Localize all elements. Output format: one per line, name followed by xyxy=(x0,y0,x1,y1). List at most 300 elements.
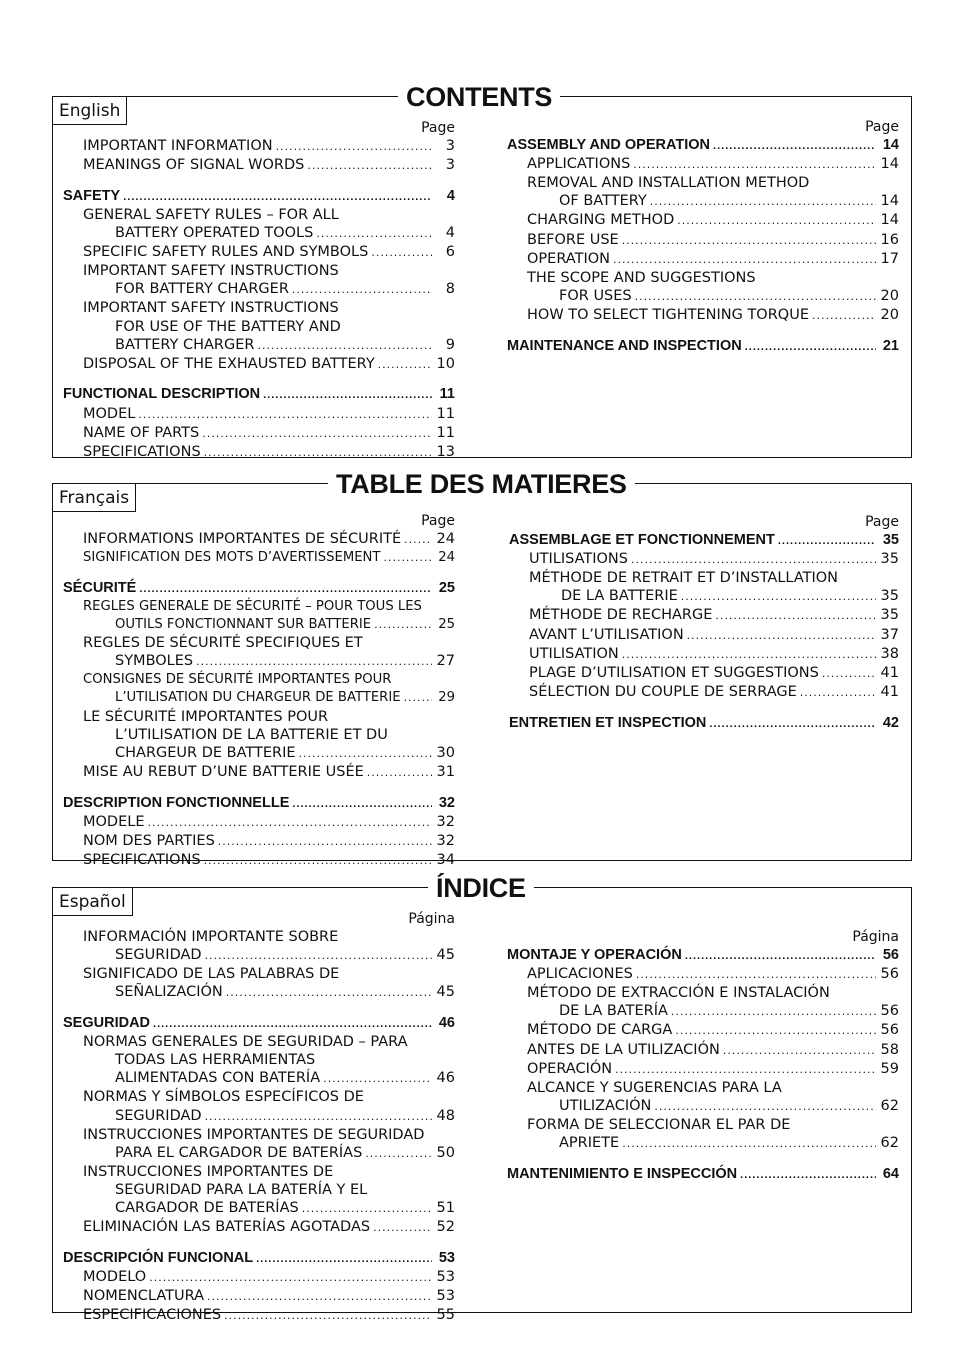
dot-leader xyxy=(218,833,432,851)
toc-entry-page-number: 55 xyxy=(436,1307,455,1324)
toc-entry-label: UTILISATION xyxy=(529,645,619,662)
toc-entry-page-number: 32 xyxy=(436,813,455,830)
toc-entry xyxy=(507,287,899,306)
dot-leader xyxy=(196,653,432,671)
toc-entry-page-number: 3 xyxy=(445,157,455,174)
toc-heading-entry xyxy=(507,136,899,155)
toc-entry-page-number: 25 xyxy=(438,617,455,633)
toc-entry-label: SÉCURITÉ xyxy=(63,579,137,596)
dot-leader xyxy=(383,549,432,567)
toc-entry-label: MODELE xyxy=(83,813,145,830)
group-spacer xyxy=(63,782,455,794)
group-spacer xyxy=(507,1153,899,1165)
dot-leader xyxy=(622,646,876,664)
toc-entry xyxy=(507,155,899,174)
toc-entry-page-number: 59 xyxy=(880,1060,899,1077)
dot-leader xyxy=(404,531,432,549)
toc-entry-label: ESPECIFICACIONES xyxy=(83,1307,222,1324)
toc-entry xyxy=(63,726,455,744)
toc-entry-label: INFORMACIÓN IMPORTANTE SOBRE xyxy=(83,929,339,946)
toc-entry-page-number: 11 xyxy=(439,386,455,403)
toc-entry-label: TODAS LAS HERRAMIENTAS xyxy=(115,1052,316,1069)
dot-leader xyxy=(822,665,876,683)
toc-entry xyxy=(507,1116,899,1134)
dot-leader xyxy=(635,288,876,306)
toc-entry-page-number: 50 xyxy=(436,1144,455,1161)
toc-left-column xyxy=(63,119,455,462)
toc-left-column xyxy=(63,512,455,870)
dot-leader xyxy=(687,627,876,645)
toc-entry-page-number: 53 xyxy=(436,1268,455,1285)
toc-entry xyxy=(63,1144,455,1163)
group-spacer xyxy=(507,325,899,337)
dot-leader xyxy=(204,852,432,870)
toc-entry-page-number: 11 xyxy=(436,405,455,422)
toc-heading-entry xyxy=(63,1249,455,1268)
toc-entry-label: INSTRUCCIONES IMPORTANTES DE SEGURIDAD xyxy=(83,1126,425,1143)
toc-entry-label: OUTILS FONCTIONNANT SUR BATTERIE xyxy=(115,617,372,633)
dot-leader xyxy=(675,1022,876,1040)
toc-entry-label: L’UTILISATION DE LA BATTERIE ET DU xyxy=(115,726,388,743)
title-rule-right xyxy=(635,483,912,484)
dot-leader xyxy=(740,1166,876,1184)
toc-entry xyxy=(507,1002,899,1021)
dot-leader xyxy=(374,616,432,634)
toc-heading-entry xyxy=(507,337,899,356)
toc-entry xyxy=(63,156,455,175)
toc-entry-label: BATTERY OPERATED TOOLS xyxy=(115,225,314,242)
toc-entry xyxy=(63,965,455,983)
toc-entry-page-number: 35 xyxy=(882,532,899,549)
toc-right-column xyxy=(507,928,899,1184)
dot-leader xyxy=(153,1015,432,1033)
toc-entry-page-number: 32 xyxy=(436,832,455,849)
toc-heading-entry xyxy=(63,1014,455,1033)
dot-leader xyxy=(650,193,876,211)
toc-entry-page-number: 31 xyxy=(436,763,455,780)
toc-entry-page-number: 38 xyxy=(880,645,899,662)
dot-leader xyxy=(685,947,876,965)
toc-entry xyxy=(63,813,455,832)
toc-entry-page-number: 37 xyxy=(880,626,899,643)
dot-leader xyxy=(622,1135,876,1153)
dot-leader xyxy=(205,947,432,965)
toc-entry xyxy=(63,832,455,851)
toc-entry xyxy=(509,606,899,625)
toc-entry-page-number: 35 xyxy=(880,588,899,605)
dot-leader xyxy=(631,551,876,569)
toc-entry-page-number: 11 xyxy=(436,424,455,441)
toc-entry-label: DESCRIPCIÓN FUNCIONAL xyxy=(63,1249,254,1266)
toc-entry-label: OF BATTERY xyxy=(559,193,647,210)
toc-entry-label: MÉTHODE DE RETRAIT ET D’INSTALLATION xyxy=(529,570,839,587)
toc-entry xyxy=(63,549,455,567)
dot-leader xyxy=(276,138,432,156)
toc-entry xyxy=(509,587,899,606)
title-rule-right xyxy=(560,96,912,97)
dot-leader xyxy=(224,1307,432,1325)
toc-entry-label: FOR BATTERY CHARGER xyxy=(115,281,289,298)
toc-entry-label: IMPORTANT SAFETY INSTRUCTIONS xyxy=(83,300,339,317)
toc-entry-label: DE LA BATTERIE xyxy=(561,588,678,605)
group-spacer xyxy=(63,567,455,579)
toc-entry-label: LE SÉCURITÉ IMPORTANTES POUR xyxy=(83,708,329,725)
toc-entry-label: ALIMENTADAS CON BATERÍA xyxy=(115,1070,321,1087)
toc-entry xyxy=(63,243,455,262)
toc-entry xyxy=(63,443,455,462)
toc-entry-label: SÉLECTION DU COUPLE DE SERRAGE xyxy=(529,683,797,700)
toc-entry-label: MEANINGS OF SIGNAL WORDS xyxy=(83,157,305,174)
toc-entry-label: MODEL xyxy=(83,405,136,422)
contents-section-english xyxy=(52,96,912,458)
toc-entry-page-number: 56 xyxy=(880,966,899,983)
toc-entry xyxy=(63,206,455,224)
toc-entry xyxy=(507,211,899,230)
toc-entry xyxy=(63,299,455,317)
dot-leader xyxy=(148,814,433,832)
toc-entry-label: MÉTHODE DE RECHARGE xyxy=(529,607,713,624)
language-label: Français xyxy=(53,484,136,512)
toc-entry-label: REMOVAL AND INSTALLATION METHOD xyxy=(527,175,810,192)
dot-leader xyxy=(205,1108,432,1126)
dot-leader xyxy=(307,157,432,175)
toc-entry-page-number: 10 xyxy=(436,355,455,372)
toc-entry xyxy=(509,626,899,645)
toc-entry xyxy=(63,652,455,671)
toc-entry-page-number: 52 xyxy=(436,1219,455,1236)
toc-entry xyxy=(507,984,899,1002)
toc-entry-label: FUNCTIONAL DESCRIPTION xyxy=(63,386,261,403)
toc-entry xyxy=(507,269,899,287)
dot-leader xyxy=(292,281,432,299)
dot-leader xyxy=(204,444,432,462)
toc-entry-page-number: 21 xyxy=(882,337,899,354)
toc-heading-entry xyxy=(507,1165,899,1184)
toc-entry-label: SAFETY xyxy=(63,187,121,204)
toc-entry-label: PARA EL CARGADOR DE BATERÍAS xyxy=(115,1144,363,1161)
toc-entry-page-number: 41 xyxy=(880,664,899,681)
toc-entry-label: FOR USE OF THE BATTERY AND xyxy=(115,318,341,335)
toc-entry xyxy=(63,1069,455,1088)
toc-entry xyxy=(507,1134,899,1153)
toc-entry-label: NOMENCLATURA xyxy=(83,1287,204,1304)
dot-leader xyxy=(207,1288,432,1306)
toc-entry-page-number: 45 xyxy=(436,947,455,964)
title-rule-right xyxy=(534,887,912,888)
page-column-header: Página xyxy=(852,929,899,945)
toc-entry-page-number: 53 xyxy=(436,1287,455,1304)
dot-leader xyxy=(636,966,876,984)
toc-entry-label: CHARGEUR DE BATTERIE xyxy=(115,744,296,761)
toc-entry xyxy=(63,1088,455,1106)
toc-entry-label: L’UTILISATION DU CHARGEUR DE BATTERIE xyxy=(115,690,401,706)
toc-entry xyxy=(507,1021,899,1040)
toc-entry-label: SPECIFIC SAFETY RULES AND SYMBOLS xyxy=(83,244,369,261)
toc-entry-label: NORMAS Y SÍMBOLOS ESPECÍFICOS DE xyxy=(83,1089,364,1106)
dot-leader xyxy=(677,212,876,230)
toc-entry xyxy=(509,645,899,664)
toc-entry xyxy=(63,1181,455,1199)
toc-entry-page-number: 56 xyxy=(880,1003,899,1020)
toc-entry xyxy=(63,1199,455,1218)
dot-leader xyxy=(715,607,876,625)
toc-entry xyxy=(509,550,899,569)
toc-entry-label: PLAGE D’UTILISATION ET SUGGESTIONS xyxy=(529,664,819,681)
toc-entry-label: HOW TO SELECT TIGHTENING TORQUE xyxy=(527,306,809,323)
toc-entry-label: INSTRUCCIONES IMPORTANTES DE xyxy=(83,1163,334,1180)
toc-heading-entry xyxy=(509,531,899,550)
toc-heading-entry xyxy=(509,714,899,733)
dot-leader xyxy=(316,225,432,243)
toc-entry xyxy=(63,708,455,726)
toc-entry-page-number: 9 xyxy=(445,336,455,353)
toc-entry-page-number: 64 xyxy=(882,1165,899,1182)
toc-entry-page-number: 17 xyxy=(880,250,899,267)
title-rule-left xyxy=(143,96,403,97)
toc-entry-label: MÉTODO DE CARGA xyxy=(527,1022,673,1039)
toc-entry-page-number: 62 xyxy=(880,1135,899,1152)
dot-leader xyxy=(778,532,876,550)
toc-entry-page-number: 48 xyxy=(436,1107,455,1124)
toc-entry-label: SEGURIDAD xyxy=(115,1107,202,1124)
toc-entry-page-number: 25 xyxy=(438,579,455,596)
toc-entry-label: SIGNIFICATION DES MOTS D’AVERTISSEMENT xyxy=(83,550,381,566)
toc-entry-label: REGLES GENERALE DE SÉCURITÉ – POUR TOUS LES xyxy=(83,598,422,614)
toc-entry-label: ASSEMBLAGE ET FONCTIONNEMENT xyxy=(509,532,775,549)
toc-entry-label: DE LA BATERÍA xyxy=(559,1003,668,1020)
toc-entry xyxy=(509,569,899,587)
toc-entry-label: MODELO xyxy=(83,1268,147,1285)
toc-entry-label: NAME OF PARTS xyxy=(83,424,200,441)
toc-entry xyxy=(63,689,455,707)
toc-entry-label: DISPOSAL OF THE EXHAUSTED BATTERY xyxy=(83,355,375,372)
group-spacer xyxy=(509,702,899,714)
language-label: English xyxy=(53,97,127,125)
dot-leader xyxy=(378,356,432,374)
toc-entry-label: APLICACIONES xyxy=(527,966,633,983)
toc-heading-entry xyxy=(63,579,455,598)
toc-entry xyxy=(63,1033,455,1051)
toc-heading-entry xyxy=(63,385,455,404)
toc-entry-label: SEGURIDAD xyxy=(115,947,202,964)
toc-entry xyxy=(63,405,455,424)
toc-entry-page-number: 14 xyxy=(880,193,899,210)
toc-entry-label: AVANT L’UTILISATION xyxy=(529,626,684,643)
dot-leader xyxy=(654,1098,876,1116)
dot-leader xyxy=(800,684,876,702)
toc-entry xyxy=(63,1287,455,1306)
toc-entry xyxy=(63,137,455,156)
toc-entry xyxy=(507,306,899,325)
toc-entry-label: APRIETE xyxy=(559,1135,620,1152)
toc-entry xyxy=(63,1306,455,1325)
toc-entry xyxy=(63,355,455,374)
group-spacer xyxy=(63,1002,455,1014)
page-column-header: Page xyxy=(865,514,899,530)
dot-leader xyxy=(373,1219,432,1237)
dot-leader xyxy=(123,188,432,206)
group-spacer xyxy=(63,374,455,386)
dot-leader xyxy=(723,1042,876,1060)
toc-entry-label: APPLICATIONS xyxy=(527,156,631,173)
toc-entry xyxy=(63,280,455,299)
toc-entry-label: NORMAS GENERALES DE SEGURIDAD – PARA xyxy=(83,1034,408,1051)
toc-heading-entry xyxy=(63,794,455,813)
toc-entry xyxy=(507,1097,899,1116)
toc-entry-label: OPERACIÓN xyxy=(527,1060,613,1077)
toc-entry-page-number: 20 xyxy=(880,287,899,304)
toc-entry-page-number: 6 xyxy=(445,244,455,261)
toc-entry-label: MANTENIMIENTO E INSPECCIÓN xyxy=(507,1165,738,1182)
dot-leader xyxy=(138,406,432,424)
toc-entry-page-number: 42 xyxy=(882,714,899,731)
dot-leader xyxy=(615,1061,876,1079)
toc-entry xyxy=(507,1060,899,1079)
toc-entry xyxy=(63,1051,455,1069)
toc-entry-label: FORMA DE SELECCIONAR EL PAR DE xyxy=(527,1116,791,1133)
toc-entry-page-number: 14 xyxy=(880,156,899,173)
toc-entry-page-number: 4 xyxy=(445,225,455,242)
toc-entry xyxy=(63,763,455,782)
toc-entry-label: IMPORTANT INFORMATION xyxy=(83,138,273,155)
toc-entry-page-number: 56 xyxy=(882,947,899,964)
toc-entry-page-number: 62 xyxy=(880,1097,899,1114)
toc-entry-label: OPERATION xyxy=(527,250,610,267)
toc-entry xyxy=(63,1218,455,1237)
toc-entry-label: UTILISATIONS xyxy=(529,551,628,568)
toc-entry-page-number: 41 xyxy=(880,683,899,700)
dot-leader xyxy=(367,764,432,782)
toc-entry-label: GENERAL SAFETY RULES – FOR ALL xyxy=(83,206,339,223)
toc-entry-label: SYMBOLES xyxy=(115,653,194,670)
toc-entry xyxy=(63,671,455,689)
toc-heading-entry xyxy=(63,187,455,206)
section-title: TABLE DES MATIERES xyxy=(328,469,635,499)
toc-entry xyxy=(507,1041,899,1060)
dot-leader xyxy=(257,337,432,355)
toc-entry-label: SEGURIDAD PARA LA BATERÍA Y EL xyxy=(115,1181,368,1198)
toc-entry-page-number: 35 xyxy=(880,607,899,624)
dot-leader xyxy=(404,689,432,707)
dot-leader xyxy=(812,307,876,325)
toc-entry-page-number: 24 xyxy=(436,531,455,548)
toc-entry-label: BEFORE USE xyxy=(527,231,619,248)
section-title: ÍNDICE xyxy=(428,873,534,903)
language-label: Español xyxy=(53,888,133,916)
toc-entry-page-number: 53 xyxy=(438,1249,455,1266)
toc-entry xyxy=(507,965,899,984)
toc-entry-label: MÉTODO DE EXTRACCIÓN E INSTALACIÓN xyxy=(527,985,830,1002)
toc-entry xyxy=(509,683,899,702)
toc-entry-label: MONTAJE Y OPERACIÓN xyxy=(507,947,682,964)
toc-entry-label: NOM DES PARTIES xyxy=(83,832,215,849)
toc-left-column xyxy=(63,910,455,1325)
toc-entry xyxy=(509,664,899,683)
toc-entry-label: CARGADOR DE BATERÍAS xyxy=(115,1200,299,1216)
toc-entry xyxy=(507,250,899,269)
section-title: CONTENTS xyxy=(398,82,560,112)
title-rule-left xyxy=(143,483,333,484)
toc-entry-page-number: 27 xyxy=(436,653,455,670)
toc-entry-page-number: 20 xyxy=(880,306,899,323)
toc-entry-label: MISE AU REBUT D’UNE BATTERIE USÉE xyxy=(83,763,364,780)
toc-entry-page-number: 16 xyxy=(880,231,899,248)
toc-entry-label: SPECIFICATIONS xyxy=(83,851,201,868)
toc-entry-label: SEÑALIZACIÓN xyxy=(115,984,223,1001)
toc-entry xyxy=(63,1163,455,1181)
toc-entry-label: SIGNIFICADO DE LAS PALABRAS DE xyxy=(83,966,340,983)
toc-entry-label: IMPORTANT SAFETY INSTRUCTIONS xyxy=(83,263,339,280)
toc-entry-page-number: 46 xyxy=(436,1070,455,1087)
toc-entry xyxy=(507,192,899,211)
dot-leader xyxy=(299,745,432,763)
dot-leader xyxy=(633,156,876,174)
dot-leader xyxy=(613,251,876,269)
toc-entry xyxy=(507,231,899,250)
dot-leader xyxy=(256,1250,432,1268)
toc-entry-page-number: 8 xyxy=(445,281,455,298)
page-column-header: Page xyxy=(421,120,455,136)
page-column-header: Page xyxy=(865,119,899,135)
toc-entry xyxy=(63,744,455,763)
contents-section-french xyxy=(52,483,912,868)
toc-entry-page-number: 32 xyxy=(438,794,455,811)
dot-leader xyxy=(713,137,876,155)
toc-entry-page-number: 4 xyxy=(446,187,455,204)
dot-leader xyxy=(226,984,432,1002)
toc-entry xyxy=(63,336,455,355)
toc-entry-page-number: 45 xyxy=(436,984,455,1001)
toc-entry xyxy=(63,634,455,652)
page-column-header: Page xyxy=(421,513,455,529)
toc-entry-label: REGLES DE SÉCURITÉ SPECIFIQUES ET xyxy=(83,635,363,652)
toc-entry-page-number: 56 xyxy=(880,1022,899,1039)
group-spacer xyxy=(63,175,455,187)
toc-entry-page-number: 34 xyxy=(436,851,455,868)
title-rule-left xyxy=(143,887,433,888)
dot-leader xyxy=(365,1145,432,1163)
toc-entry-page-number: 14 xyxy=(880,212,899,229)
toc-entry-label: CONSIGNES DE SÉCURITÉ IMPORTANTES POUR xyxy=(83,672,392,688)
toc-entry-page-number: 46 xyxy=(438,1015,455,1032)
dot-leader xyxy=(139,580,432,598)
toc-entry xyxy=(63,262,455,280)
dot-leader xyxy=(302,1200,432,1218)
toc-entry xyxy=(63,616,455,634)
toc-entry xyxy=(63,851,455,870)
dot-leader xyxy=(292,795,432,813)
dot-leader xyxy=(681,588,876,606)
toc-entry xyxy=(507,1079,899,1097)
toc-entry-label: BATTERY CHARGER xyxy=(115,336,255,353)
toc-entry-label: ALCANCE Y SUGERENCIAS PARA LA xyxy=(527,1079,782,1096)
toc-entry xyxy=(63,1126,455,1144)
toc-entry xyxy=(63,928,455,946)
toc-entry xyxy=(63,598,455,616)
toc-entry xyxy=(63,318,455,336)
toc-entry-page-number: 51 xyxy=(436,1200,455,1216)
toc-entry-page-number: 3 xyxy=(445,138,455,155)
toc-entry xyxy=(63,1268,455,1287)
dot-leader xyxy=(671,1003,876,1021)
dot-leader xyxy=(323,1070,432,1088)
contents-section-spanish xyxy=(52,887,912,1324)
dot-leader xyxy=(745,338,876,356)
toc-entry-label: FOR USES xyxy=(559,287,632,304)
toc-entry-label: ENTRETIEN ET INSPECTION xyxy=(509,714,707,731)
dot-leader xyxy=(263,386,432,404)
toc-entry-page-number: 35 xyxy=(880,551,899,568)
